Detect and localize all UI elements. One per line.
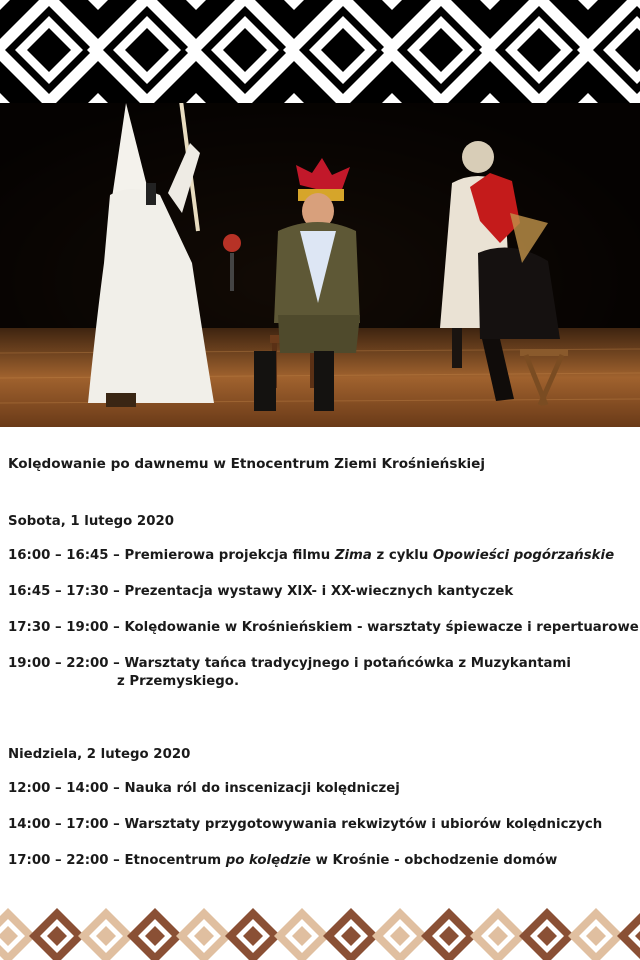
header-pattern-svg [0,0,640,103]
page-title: Kolędowanie po dawnemu w Etnocentrum Ziemi Krośnieńskiej [8,456,486,472]
footer-pattern-svg [0,906,640,960]
event-program [8,456,639,888]
event-time: 16:00 – 16:45 – [8,548,125,563]
schedule-row [8,780,632,798]
header-pattern [0,0,640,103]
event-time: 16:45 – 17:30 – [8,584,125,599]
event-text: Warsztaty przygotowywania rekwizytów i ubiorów kolędniczych [124,817,603,832]
event-text: Prezentacja wystawy XIX- i XX-wiecznych kantyczek [124,584,514,599]
sunday-heading: Niedziela, 2 lutego 2020 [8,747,191,762]
schedule-row [8,816,632,834]
event-text-mid: z cyklu [371,548,433,563]
stage-photo [0,103,640,427]
event-text-continuation: z Przemyskiego. [117,674,239,689]
event-text: Premierowa projekcja filmu [124,548,335,563]
series-title: Opowieści pogórzańskie [432,548,615,563]
schedule-row [8,619,639,637]
footer-pattern [0,906,640,960]
schedule-row [8,583,632,601]
schedule-row [8,547,632,565]
event-text: Etnocentrum [124,853,226,868]
event-text-after: w Krośnie - obchodzenie domów [310,853,558,868]
schedule-row [8,852,632,870]
event-time: 12:00 – 14:00 – [8,781,125,796]
schedule-row [8,655,632,691]
section-gap [8,709,632,747]
event-time: 17:30 – 19:00 – [8,620,125,635]
event-text: Nauka ról do inscenizacji kolędniczej [124,781,400,796]
saturday-heading: Sobota, 1 lutego 2020 [8,514,174,529]
event-time: 19:00 – 22:00 – [8,656,125,671]
event-time: 14:00 – 17:00 – [8,817,125,832]
film-title: Zima [334,548,372,563]
stage-photo-svg [0,103,640,427]
event-text: Kolędowanie w Krośnieńskiem - warsztaty śpiewacze i repertuarowe [124,620,639,635]
event-text-italic: po kolędzie [225,853,311,868]
event-text: Warsztaty tańca tradycyjnego i potańcówka z Muzykantami [124,656,571,671]
event-time: 17:00 – 22:00 – [8,853,125,868]
